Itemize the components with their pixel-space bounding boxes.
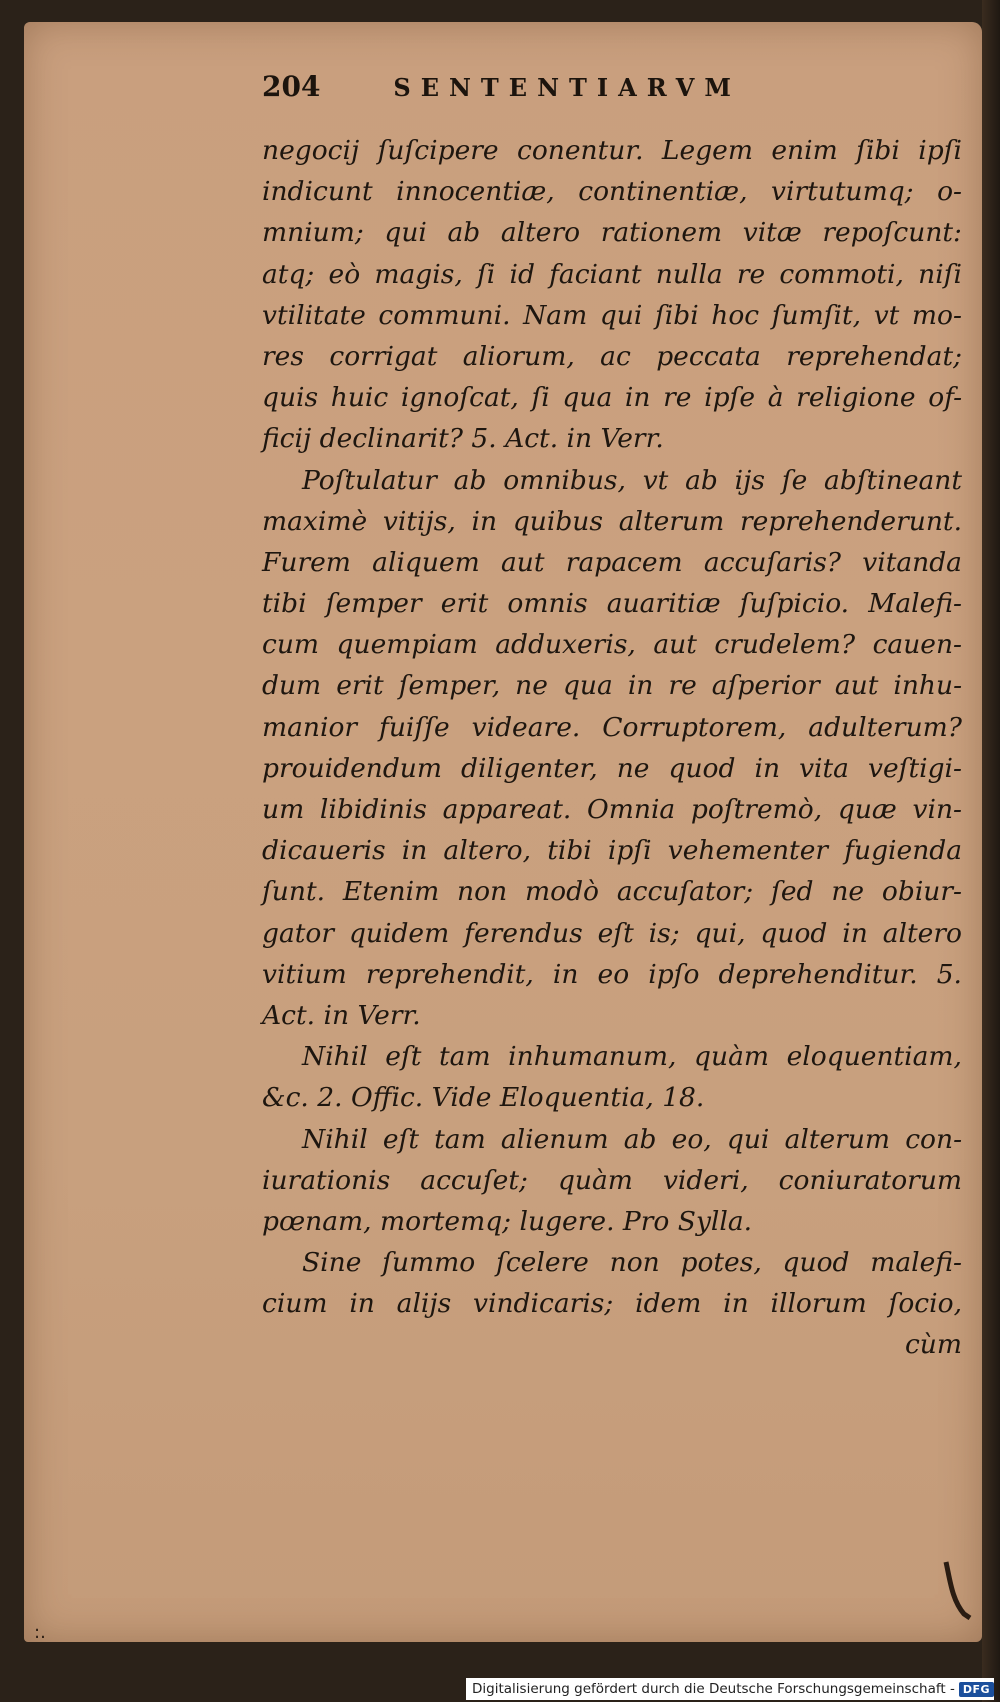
catchword: cùm	[904, 1329, 962, 1361]
text-line: atq; eò magis, ſi id faciant nulla re commoti, niſi	[262, 258, 962, 290]
text-line: quis huic ignoſcat, ſi qua in re ipſe à religione of-	[262, 382, 963, 414]
binding-mark	[942, 1560, 972, 1620]
ink-marks: :.	[34, 1622, 46, 1643]
page-number: 204	[262, 70, 321, 103]
text-line: &c. 2. Offic. Vide Eloquentia, 18.	[262, 1082, 705, 1114]
page-edge	[982, 0, 1000, 1702]
text-line: vitium reprehendit, in eo ipſo deprehenditur. 5.	[262, 958, 962, 990]
digitization-footer	[466, 1678, 994, 1700]
text-line: prouidendum diligenter, ne quod in vita veſtigi-	[262, 752, 962, 784]
text-line: Nihil eſt tam alienum ab eo, qui alterum con-	[302, 1123, 963, 1155]
text-line: Furem aliquem aut rapacem accuſaris? vitanda	[262, 546, 962, 578]
text-line: tibi ſemper erit omnis auaritiæ ſuſpicio. Malefi-	[262, 588, 962, 620]
text-line: cium in alijs vindicaris; idem in illorum ſocio,	[262, 1288, 963, 1320]
text-line: Nihil eſt tam inhumanum, quàm eloquentiam,	[302, 1041, 962, 1073]
text-line: ſunt. Etenim non modò accuſator; ſed ne obiur-	[262, 876, 962, 908]
text-line: cum quempiam adduxeris, aut crudelem? cauen-	[262, 629, 962, 661]
running-title: SENTENTIARVM	[393, 73, 741, 102]
footer-text: Digitalisierung gefördert durch die Deutsche Forschungsgemeinschaft -	[472, 1681, 955, 1697]
text-line: indicunt innocentiæ, continentiæ, virtutumq; o-	[262, 176, 963, 208]
text-line: res corrigat aliorum, ac peccata reprehendat;	[262, 340, 963, 372]
text-line: dum erit ſemper, ne qua in re aſperior aut inhu-	[262, 670, 963, 702]
dfg-logo: DFG	[959, 1682, 994, 1697]
text-line: Act. in Verr.	[262, 999, 421, 1031]
text-line: mnium; qui ab altero rationem vitæ repoſcunt:	[262, 217, 962, 249]
text-line: ficij declinarit? 5. Act. in Verr.	[262, 423, 664, 455]
running-head	[262, 70, 842, 103]
text-line: maximè vitijs, in quibus alterum reprehenderunt.	[262, 505, 962, 537]
text-line: gator quidem ferendus eſt is; qui, quod in altero	[262, 917, 962, 949]
text-line: vtilitate communi. Nam qui ſibi hoc ſumſit, vt mo-	[262, 299, 962, 331]
text-line: Sine ſummo ſcelere non potes, quod malefi-	[302, 1247, 962, 1279]
text-line: iurationis accuſet; quàm videri, coniuratorum	[262, 1164, 963, 1196]
text-line: um libidinis appareat. Omnia poſtremò, quæ vin-	[262, 794, 962, 825]
text-line: pœnam, mortemq; lugere. Pro Sylla.	[262, 1205, 753, 1237]
page-body-text	[262, 130, 962, 1366]
text-line: negocij ſuſcipere conentur. Legem enim ſibi ipſi	[262, 135, 962, 166]
text-line: manior fuiſſe videare. Corruptorem, adulterum?	[262, 711, 962, 743]
text-line: Poſtulatur ab omnibus, vt ab ijs ſe abſtineant	[302, 464, 963, 496]
text-line: dicaueris in altero, tibi ipſi vehementer fugienda	[262, 835, 963, 867]
